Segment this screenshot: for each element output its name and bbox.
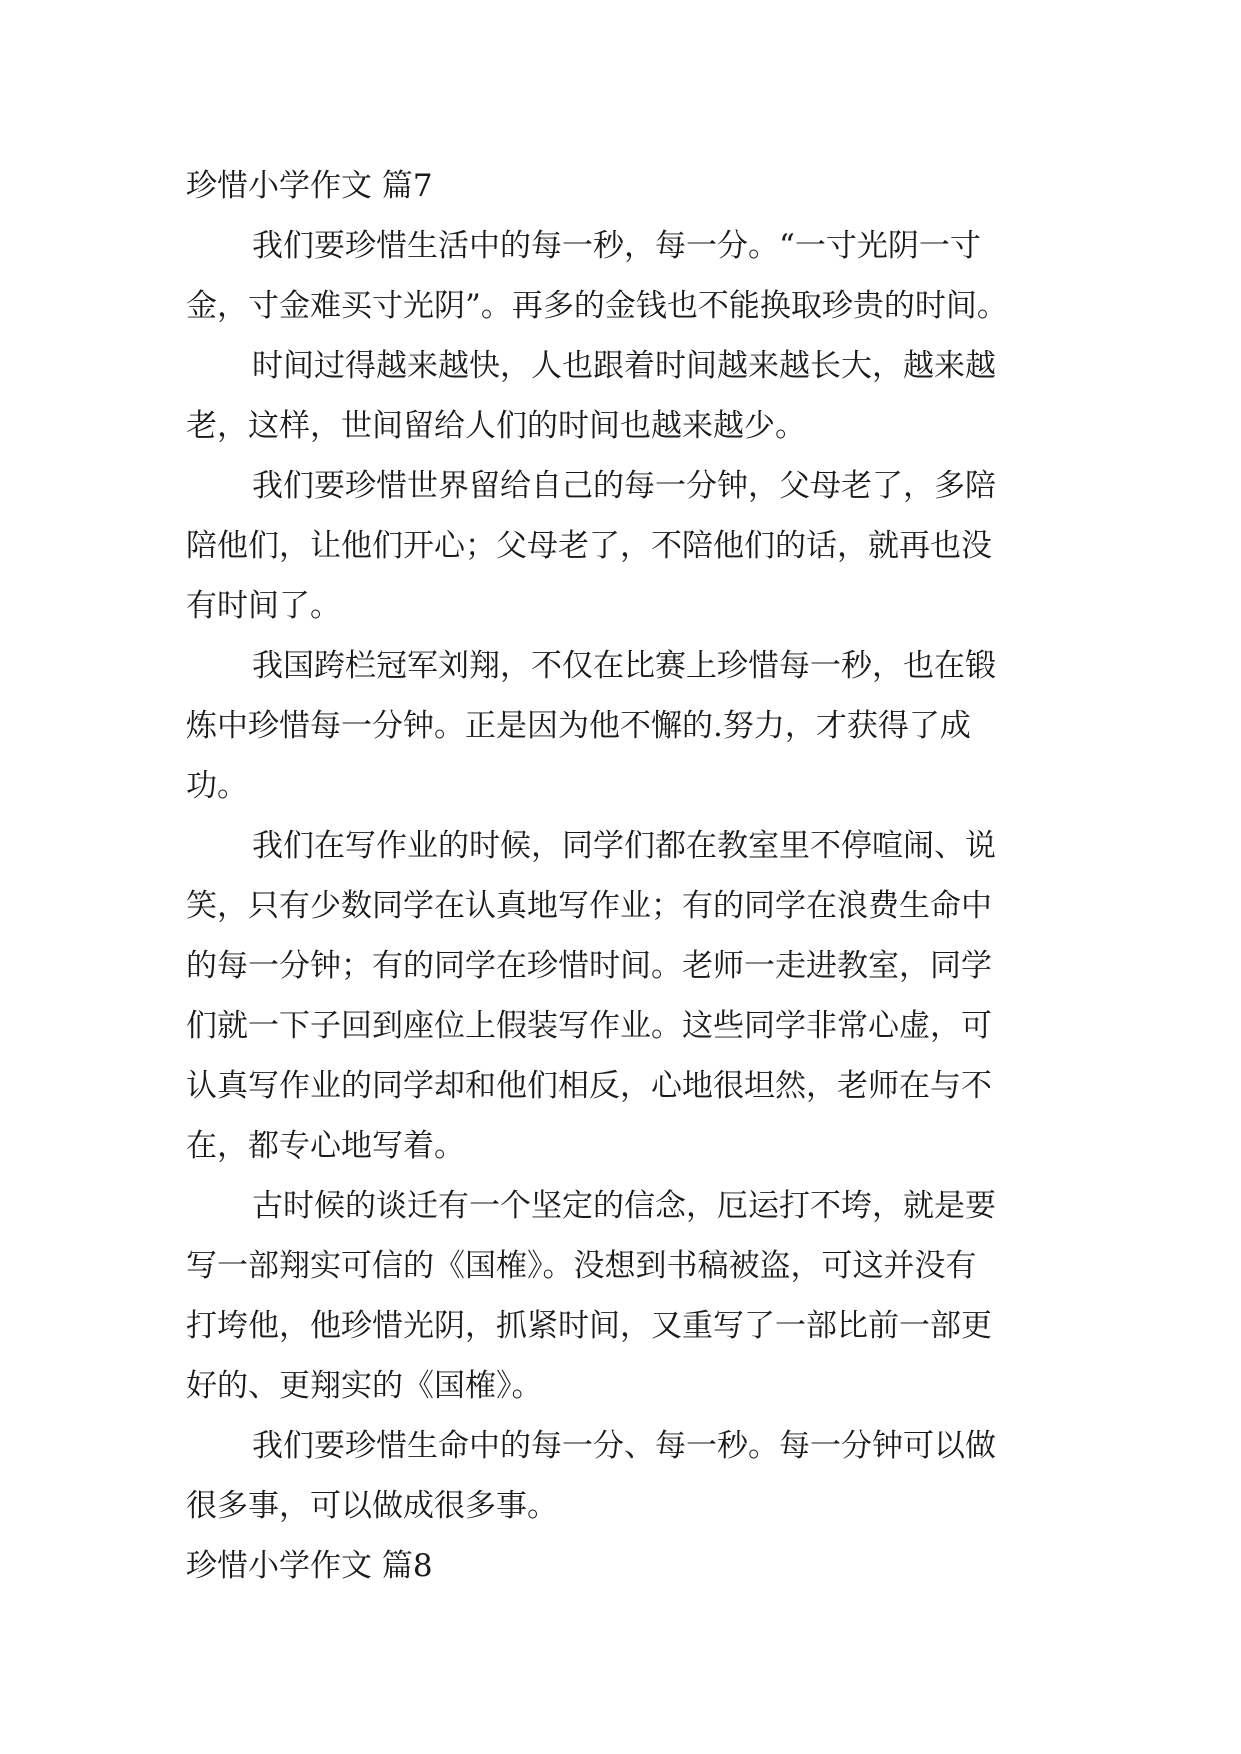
paragraph-line: 古时候的谈迁有一个坚定的信念，厄运打不垮，就是要 (252, 1188, 996, 1224)
paragraph-line: 打垮他，他珍惜光阴，抓紧时间，又重写了一部比前一部更 (186, 1308, 992, 1344)
paragraph-line: 陪他们，让他们开心；父母老了，不陪他们的话，就再也没 (186, 528, 992, 564)
paragraph-line: 我们要珍惜生命中的每一分、每一秒。每一分钟可以做 (252, 1428, 996, 1464)
heading-text: 珍惜小学作文 篇8 (186, 1548, 433, 1584)
paragraph-line: 金，寸金难买寸光阴”。再多的金钱也不能换取珍贵的时间。 (186, 288, 1008, 324)
paragraph-line: 炼中珍惜每一分钟。正是因为他不懈的.努力，才获得了成 (186, 708, 971, 744)
section-heading-8 (186, 1544, 433, 1588)
paragraph-line: 写一部翔实可信的《国榷》。没想到书稿被盗，可这并没有 (186, 1248, 977, 1284)
paragraph-line: 们就一下子回到座位上假装写作业。这些同学非常心虚，可 (186, 1008, 992, 1044)
paragraph-line: 老，这样，世间留给人们的时间也越来越少。 (186, 408, 806, 444)
heading-text: 珍惜小学作文 篇7 (186, 168, 433, 204)
paragraph-line: 我们要珍惜世界留给自己的每一分钟，父母老了，多陪 (252, 468, 996, 504)
paragraph-line: 我们在写作业的时候，同学们都在教室里不停喧闹、说 (252, 828, 996, 864)
paragraph-line: 在，都专心地写着。 (186, 1128, 465, 1164)
paragraph-line: 时间过得越来越快，人也跟着时间越来越长大，越来越 (252, 348, 996, 384)
paragraph-line: 的每一分钟；有的同学在珍惜时间。老师一走进教室，同学 (186, 948, 992, 984)
section-heading-7 (186, 164, 433, 208)
paragraph-line: 很多事，可以做成很多事。 (186, 1488, 558, 1524)
paragraph-line: 功。 (186, 768, 248, 804)
paragraph-line: 我们要珍惜生活中的每一秒，每一分。“一寸光阴一寸 (252, 228, 981, 264)
paragraph-line: 有时间了。 (186, 588, 341, 624)
paragraph-line: 好的、更翔实的《国榷》。 (186, 1368, 543, 1404)
paragraph-line: 笑，只有少数同学在认真地写作业；有的同学在浪费生命中 (186, 888, 992, 924)
paragraph-line: 认真写作业的同学却和他们相反，心地很坦然，老师在与不 (186, 1068, 992, 1104)
paragraph-line: 我国跨栏冠军刘翔，不仅在比赛上珍惜每一秒，也在锻 (252, 648, 996, 684)
